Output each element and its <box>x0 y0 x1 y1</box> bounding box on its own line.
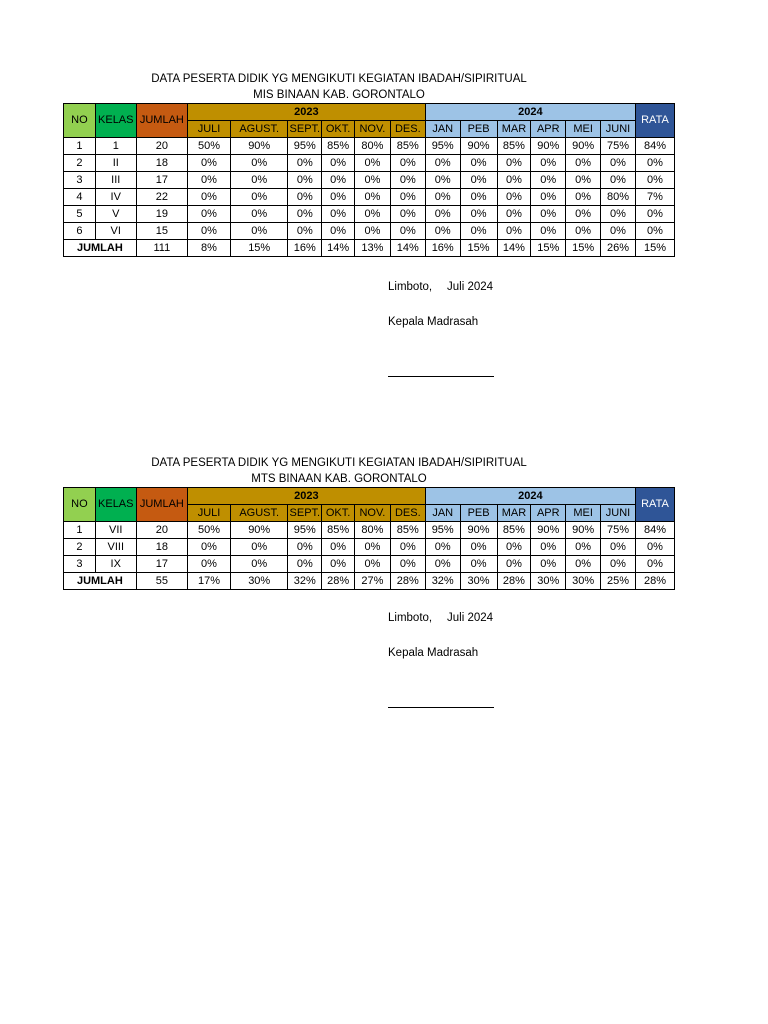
table-cell: 0% <box>187 206 230 223</box>
table-row <box>64 189 675 206</box>
signature-date: Juli 2024 <box>447 281 494 293</box>
table-cell: 0% <box>531 206 566 223</box>
table-cell: 20 <box>136 522 187 539</box>
table-row <box>64 556 675 573</box>
signature-place: Limboto, <box>388 281 433 293</box>
month-header: JUNI <box>601 505 636 522</box>
total-cell: 111 <box>136 240 187 257</box>
header-jumlah: JUMLAH <box>136 488 187 522</box>
table-cell: 0% <box>322 206 355 223</box>
total-cell: 13% <box>355 240 391 257</box>
table-cell: 95% <box>288 138 322 155</box>
table-cell: 95% <box>425 138 460 155</box>
table-cell: 0% <box>566 189 601 206</box>
month-header: SEPT. <box>288 121 322 138</box>
table-cell: 0% <box>635 172 674 189</box>
table-cell: 19 <box>136 206 187 223</box>
header-no: NO <box>64 488 96 522</box>
table-cell: 0% <box>566 223 601 240</box>
table-cell: 0% <box>322 539 355 556</box>
total-cell: 16% <box>425 240 460 257</box>
table-cell: 0% <box>566 172 601 189</box>
month-header: AGUST. <box>231 121 288 138</box>
table-row <box>64 522 675 539</box>
table-cell: 0% <box>497 172 531 189</box>
table-cell: 0% <box>390 189 425 206</box>
header-rata: RATA <box>635 104 674 138</box>
table-cell: 75% <box>601 138 636 155</box>
table-cell: 7% <box>635 189 674 206</box>
table-cell: 80% <box>355 138 391 155</box>
table-cell: 0% <box>288 189 322 206</box>
report-block-mts <box>63 455 675 590</box>
total-cell: 28% <box>497 573 531 590</box>
month-header: APR <box>531 121 566 138</box>
table-cell: 0% <box>355 556 391 573</box>
table-cell: 84% <box>635 522 674 539</box>
month-header: APR <box>531 505 566 522</box>
table-cell: 85% <box>322 522 355 539</box>
header-jumlah: JUMLAH <box>136 104 187 138</box>
table-cell: 0% <box>531 539 566 556</box>
table-cell: 0% <box>460 223 497 240</box>
table-cell: 80% <box>355 522 391 539</box>
table-cell: 0% <box>231 172 288 189</box>
month-header: JAN <box>425 121 460 138</box>
table-cell: VIII <box>95 539 136 556</box>
table-cell: 0% <box>355 189 391 206</box>
signature-line <box>388 376 494 377</box>
table-cell: 0% <box>355 155 391 172</box>
table-cell: 0% <box>635 155 674 172</box>
table-row <box>64 172 675 189</box>
table-cell: 0% <box>497 556 531 573</box>
table-cell: 0% <box>460 556 497 573</box>
table-cell: 85% <box>390 522 425 539</box>
table-cell: 0% <box>601 223 636 240</box>
table-cell: 0% <box>497 223 531 240</box>
table-cell: 0% <box>460 189 497 206</box>
table-cell: 0% <box>460 155 497 172</box>
table-cell: 0% <box>601 556 636 573</box>
table-cell: 90% <box>231 138 288 155</box>
table-cell: 0% <box>531 556 566 573</box>
header-kelas: KELAS <box>95 488 136 522</box>
total-cell: 28% <box>390 573 425 590</box>
total-cell: 25% <box>601 573 636 590</box>
table-cell: 0% <box>425 223 460 240</box>
table-row <box>64 206 675 223</box>
total-cell: 15% <box>566 240 601 257</box>
total-cell: 14% <box>497 240 531 257</box>
table-cell: 0% <box>355 172 391 189</box>
table-cell: 0% <box>231 206 288 223</box>
report-subtitle: MTS BINAAN KAB. GORONTALO <box>251 473 427 485</box>
table-cell: 0% <box>566 155 601 172</box>
table-row <box>64 155 675 172</box>
table-cell: 90% <box>531 138 566 155</box>
table-cell: VII <box>95 522 136 539</box>
table-cell: 0% <box>425 155 460 172</box>
month-header: NOV. <box>355 505 391 522</box>
table-cell: 85% <box>390 138 425 155</box>
table-cell: 0% <box>601 155 636 172</box>
table-cell: 0% <box>460 539 497 556</box>
month-header: MEI <box>566 121 601 138</box>
table-cell: 0% <box>187 223 230 240</box>
month-header: PEB <box>460 121 497 138</box>
signature-line <box>388 707 494 708</box>
table-cell: 0% <box>288 206 322 223</box>
total-cell: 15% <box>460 240 497 257</box>
table-cell: 1 <box>64 522 96 539</box>
table-cell: VI <box>95 223 136 240</box>
month-header: JULI <box>187 121 230 138</box>
table-cell: 85% <box>322 138 355 155</box>
total-cell: 15% <box>635 240 674 257</box>
table-cell: 85% <box>497 138 531 155</box>
signature-role: Kepala Madrasah <box>388 647 479 659</box>
table-cell: 0% <box>497 155 531 172</box>
table-cell: 84% <box>635 138 674 155</box>
table-cell: 0% <box>322 172 355 189</box>
table-cell: 0% <box>566 556 601 573</box>
table-cell: 0% <box>355 206 391 223</box>
table-cell: 50% <box>187 138 230 155</box>
table-cell: 0% <box>322 155 355 172</box>
total-cell: 15% <box>231 240 288 257</box>
table-cell: 1 <box>64 138 96 155</box>
month-header: OKT. <box>322 121 355 138</box>
month-header: DES. <box>390 121 425 138</box>
total-cell: 28% <box>322 573 355 590</box>
table-cell: 20 <box>136 138 187 155</box>
table-row <box>64 539 675 556</box>
total-cell: 30% <box>231 573 288 590</box>
table-cell: 0% <box>425 539 460 556</box>
total-cell: 30% <box>531 573 566 590</box>
table-cell: 0% <box>231 556 288 573</box>
table-cell: 95% <box>425 522 460 539</box>
signature-date: Juli 2024 <box>447 612 494 624</box>
table-cell: III <box>95 172 136 189</box>
table-cell: 0% <box>390 223 425 240</box>
table-cell: 0% <box>531 155 566 172</box>
table-cell: 90% <box>566 138 601 155</box>
total-cell: 16% <box>288 240 322 257</box>
table-cell: 0% <box>601 539 636 556</box>
table-cell: 0% <box>231 189 288 206</box>
month-header: MEI <box>566 505 601 522</box>
month-header: JAN <box>425 505 460 522</box>
table-cell: 90% <box>231 522 288 539</box>
table-cell: IV <box>95 189 136 206</box>
table-cell: 0% <box>187 172 230 189</box>
table-cell: 0% <box>635 206 674 223</box>
month-header: MAR <box>497 505 531 522</box>
table-cell: 22 <box>136 189 187 206</box>
table-cell: 1 <box>95 138 136 155</box>
table-cell: V <box>95 206 136 223</box>
table-cell: 0% <box>322 223 355 240</box>
table-cell: 0% <box>601 172 636 189</box>
table-cell: 0% <box>460 206 497 223</box>
month-header: OKT. <box>322 505 355 522</box>
header-no: NO <box>64 104 96 138</box>
total-cell: 15% <box>531 240 566 257</box>
table-cell: 5 <box>64 206 96 223</box>
table-cell: 0% <box>390 539 425 556</box>
table-row <box>64 138 675 155</box>
table-cell: 0% <box>288 556 322 573</box>
table-cell: 85% <box>497 522 531 539</box>
header-kelas: KELAS <box>95 104 136 138</box>
report-title: DATA PESERTA DIDIK YG MENGIKUTI KEGIATAN IBADAH/SIPIRITUAL <box>151 457 527 469</box>
month-header: SEPT. <box>288 505 322 522</box>
table-cell: 0% <box>390 556 425 573</box>
table-cell: 90% <box>531 522 566 539</box>
table-cell: 0% <box>601 206 636 223</box>
table-cell: 0% <box>322 556 355 573</box>
table-cell: 0% <box>187 539 230 556</box>
table-cell: 0% <box>288 172 322 189</box>
table-cell: 50% <box>187 522 230 539</box>
table-cell: 0% <box>425 556 460 573</box>
table-cell: 0% <box>425 206 460 223</box>
table-cell: 0% <box>390 155 425 172</box>
total-cell: 17% <box>187 573 230 590</box>
table-cell: 0% <box>531 189 566 206</box>
table-cell: 0% <box>635 539 674 556</box>
month-header: NOV. <box>355 121 391 138</box>
table-cell: II <box>95 155 136 172</box>
header-rata: RATA <box>635 488 674 522</box>
table-cell: 17 <box>136 556 187 573</box>
total-label: JUMLAH <box>64 573 137 590</box>
table-cell: 90% <box>566 522 601 539</box>
table-cell: 0% <box>635 556 674 573</box>
attendance-table <box>63 103 675 257</box>
table-cell: 0% <box>288 539 322 556</box>
total-cell: 32% <box>425 573 460 590</box>
header-year-2023: 2023 <box>187 488 425 505</box>
total-cell: 28% <box>635 573 674 590</box>
total-cell: 30% <box>460 573 497 590</box>
table-cell: 0% <box>288 155 322 172</box>
total-cell: 26% <box>601 240 636 257</box>
total-cell: 55 <box>136 573 187 590</box>
month-header: AGUST. <box>231 505 288 522</box>
total-cell: 14% <box>390 240 425 257</box>
report-subtitle: MIS BINAAN KAB. GORONTALO <box>253 89 425 101</box>
total-row <box>64 573 675 590</box>
table-cell: 2 <box>64 155 96 172</box>
header-year-2024: 2024 <box>425 104 635 121</box>
table-cell: 0% <box>425 172 460 189</box>
table-cell: 0% <box>187 189 230 206</box>
table-cell: 3 <box>64 172 96 189</box>
header-year-2023: 2023 <box>187 104 425 121</box>
table-cell: 75% <box>601 522 636 539</box>
table-cell: 2 <box>64 539 96 556</box>
table-cell: 0% <box>531 223 566 240</box>
month-header: MAR <box>497 121 531 138</box>
attendance-table <box>63 487 675 590</box>
signature-place: Limboto, <box>388 612 433 624</box>
table-cell: 18 <box>136 539 187 556</box>
table-cell: 18 <box>136 155 187 172</box>
total-cell: 27% <box>355 573 391 590</box>
month-header: DES. <box>390 505 425 522</box>
month-header: JUNI <box>601 121 636 138</box>
table-cell: 0% <box>231 539 288 556</box>
table-cell: 90% <box>460 522 497 539</box>
table-cell: 0% <box>187 556 230 573</box>
table-row <box>64 223 675 240</box>
table-cell: 0% <box>566 539 601 556</box>
table-cell: 90% <box>460 138 497 155</box>
report-title: DATA PESERTA DIDIK YG MENGIKUTI KEGIATAN IBADAH/SIPIRITUAL <box>151 73 527 85</box>
total-cell: 8% <box>187 240 230 257</box>
month-header: PEB <box>460 505 497 522</box>
total-cell: 30% <box>566 573 601 590</box>
total-row <box>64 240 675 257</box>
table-cell: 0% <box>390 172 425 189</box>
table-cell: IX <box>95 556 136 573</box>
table-cell: 15 <box>136 223 187 240</box>
table-cell: 0% <box>322 189 355 206</box>
table-cell: 0% <box>497 206 531 223</box>
table-cell: 0% <box>460 172 497 189</box>
table-cell: 0% <box>390 206 425 223</box>
table-cell: 0% <box>231 223 288 240</box>
signature-role: Kepala Madrasah <box>388 316 479 328</box>
month-header: JULI <box>187 505 230 522</box>
total-cell: 32% <box>288 573 322 590</box>
report-block-mis <box>63 71 675 257</box>
table-cell: 0% <box>531 172 566 189</box>
table-cell: 0% <box>497 539 531 556</box>
total-cell: 14% <box>322 240 355 257</box>
table-cell: 0% <box>425 189 460 206</box>
table-cell: 0% <box>355 223 391 240</box>
header-year-2024: 2024 <box>425 488 635 505</box>
total-label: JUMLAH <box>64 240 137 257</box>
table-cell: 4 <box>64 189 96 206</box>
table-cell: 3 <box>64 556 96 573</box>
table-cell: 0% <box>566 206 601 223</box>
table-cell: 0% <box>497 189 531 206</box>
table-cell: 0% <box>187 155 230 172</box>
table-cell: 6 <box>64 223 96 240</box>
table-cell: 0% <box>231 155 288 172</box>
table-cell: 17 <box>136 172 187 189</box>
table-cell: 0% <box>355 539 391 556</box>
table-cell: 80% <box>601 189 636 206</box>
table-cell: 0% <box>635 223 674 240</box>
table-cell: 95% <box>288 522 322 539</box>
table-cell: 0% <box>288 223 322 240</box>
